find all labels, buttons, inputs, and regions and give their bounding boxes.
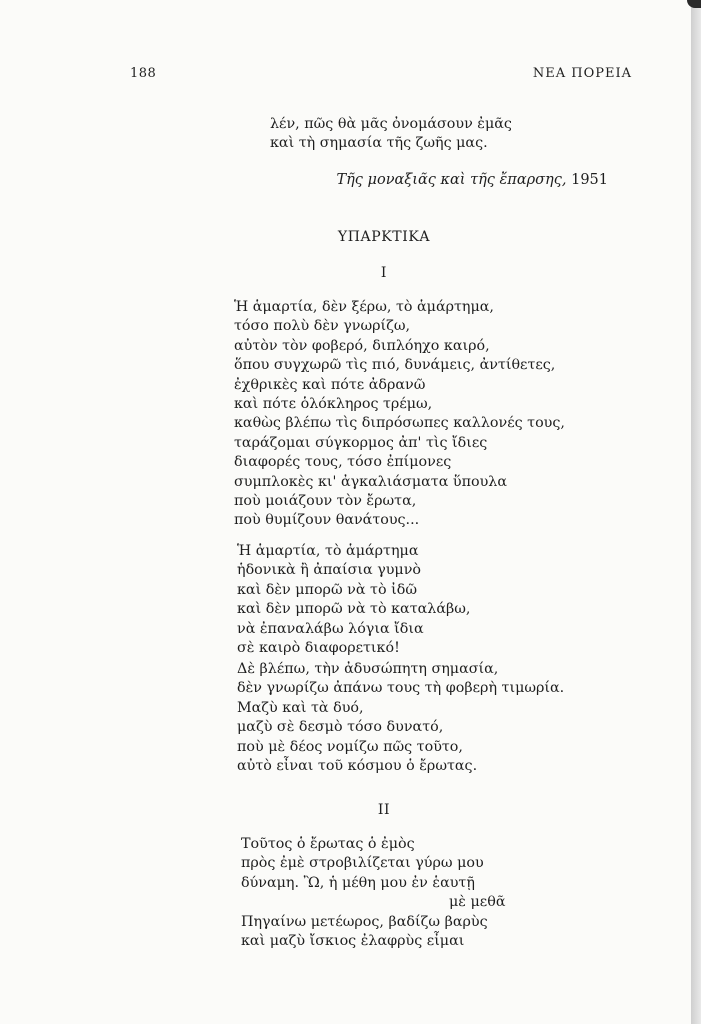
verse-line: λέν, πῶς θὰ μᾶς ὀνομάσουν ἐμᾶς: [270, 116, 512, 132]
page-number: 188: [130, 66, 157, 81]
verse-line: ἐχθρικὲς καὶ πότε ἀδρανῶ: [234, 376, 426, 393]
verse-line: αὐτὸ εἶναι τοῦ κόσμου ὁ ἔρωτας.: [237, 757, 478, 774]
verse-line: Πηγαίνω μετέωρος, βαδίζω βαρὺς: [241, 913, 488, 930]
verse-line: ταράζομαι σύγκορμος ἀπ' τὶς ἴδιες: [234, 434, 488, 451]
verse-line-indented: μὲ μεθᾶ: [449, 894, 506, 911]
verse-line: δὲν γνωρίζω ἀπάνω τους τὴ φοβερὴ τιμωρία.: [237, 680, 565, 697]
verse-line: καὶ τὴ σημασία τῆς ζωῆς μας.: [270, 135, 488, 152]
page-edge: [691, 0, 701, 1024]
verse-line: καὶ δὲν μπορῶ νὰ τὸ ἰδῶ: [237, 581, 417, 598]
verse-line: ὅπου συγχωρῶ τὶς πιό, δυνάμεις, ἀντίθετες,: [234, 357, 556, 374]
verse-line: ἡδονικὰ ἢ ἀπαίσια γυμνὸ: [237, 562, 422, 579]
verse-line: Μαζὺ καὶ τὰ δυό,: [237, 699, 364, 716]
verse-line: Τοῦτος ὁ ἔρωτας ὁ ἐμὸς: [241, 836, 415, 852]
verse-line: Ἡ ἁμαρτία, τὸ ἁμάρτημα: [237, 543, 419, 559]
verse-line: διαφορές τους, τόσο ἐπίμονες: [234, 454, 452, 471]
verse-line: τόσο πολὺ δὲν γνωρίζω,: [234, 318, 411, 335]
collection-title: Τῆς μοναξιᾶς καὶ τῆς ἔπαρσης,: [336, 172, 567, 188]
verse-line: καθὼς βλέπω τὶς διπρόσωπες καλλονές τους,: [234, 415, 565, 432]
poem-title: ΥΠΑΡΚΤΙΚΑ: [337, 229, 431, 245]
intro-lines: [270, 115, 512, 154]
part-two-stanza: [241, 835, 505, 951]
verse-line: ποὺ θυμίζουν θανάτους...: [234, 512, 420, 529]
verse-line: συμπλοκὲς κι' ἀγκαλιάσματα ὕπουλα: [234, 473, 508, 490]
verse-line: Ἡ ἁμαρτία, δὲν ξέρω, τὸ ἁμάρτημα,: [234, 299, 494, 315]
verse-line: καὶ μαζὺ ἴσκιος ἐλαφρὺς εἶμαι: [241, 932, 465, 949]
verse-line: νὰ ἐπαναλάβω λόγια ἴδια: [237, 620, 424, 637]
verse-line: Δὲ βλέπω, τὴν ἀδυσώπητη σημασία,: [237, 661, 499, 677]
verse-line: μαζὺ σὲ δεσμὸ τόσο δυνατό,: [237, 719, 444, 736]
running-title: ΝΕΑ ΠΟΡΕΙΑ: [532, 66, 632, 81]
verse-line: καὶ δὲν μπορῶ νὰ τὸ καταλάβω,: [237, 601, 471, 618]
part-one-numeral: I: [380, 265, 388, 281]
verse-line: δύναμη. Ὢ, ἡ μέθη μου ἐν ἑαυτῇ: [241, 874, 475, 891]
part-one-stanza-3: [237, 660, 564, 776]
verse-line: σὲ καιρὸ διαφορετικό!: [237, 639, 400, 656]
part-two-numeral: II: [377, 802, 391, 818]
verse-line: αὐτὸν τὸν φοβερό, διπλόηχο καιρό,: [234, 337, 490, 354]
part-one-stanza-2: [237, 542, 470, 658]
dated-attribution: [336, 172, 608, 188]
verse-line: ποὺ μοιάζουν τὸν ἔρωτα,: [234, 492, 417, 509]
verse-line: καὶ πότε ὁλόκληρος τρέμω,: [234, 395, 433, 412]
collection-year: 1951: [571, 172, 608, 188]
verse-line: ποὺ μὲ δέος νομίζω πῶς τοῦτο,: [237, 738, 463, 755]
verse-line: πρὸς ἐμὲ στροβιλίζεται γύρω μου: [241, 855, 484, 872]
part-one-stanza-1: [234, 298, 565, 531]
